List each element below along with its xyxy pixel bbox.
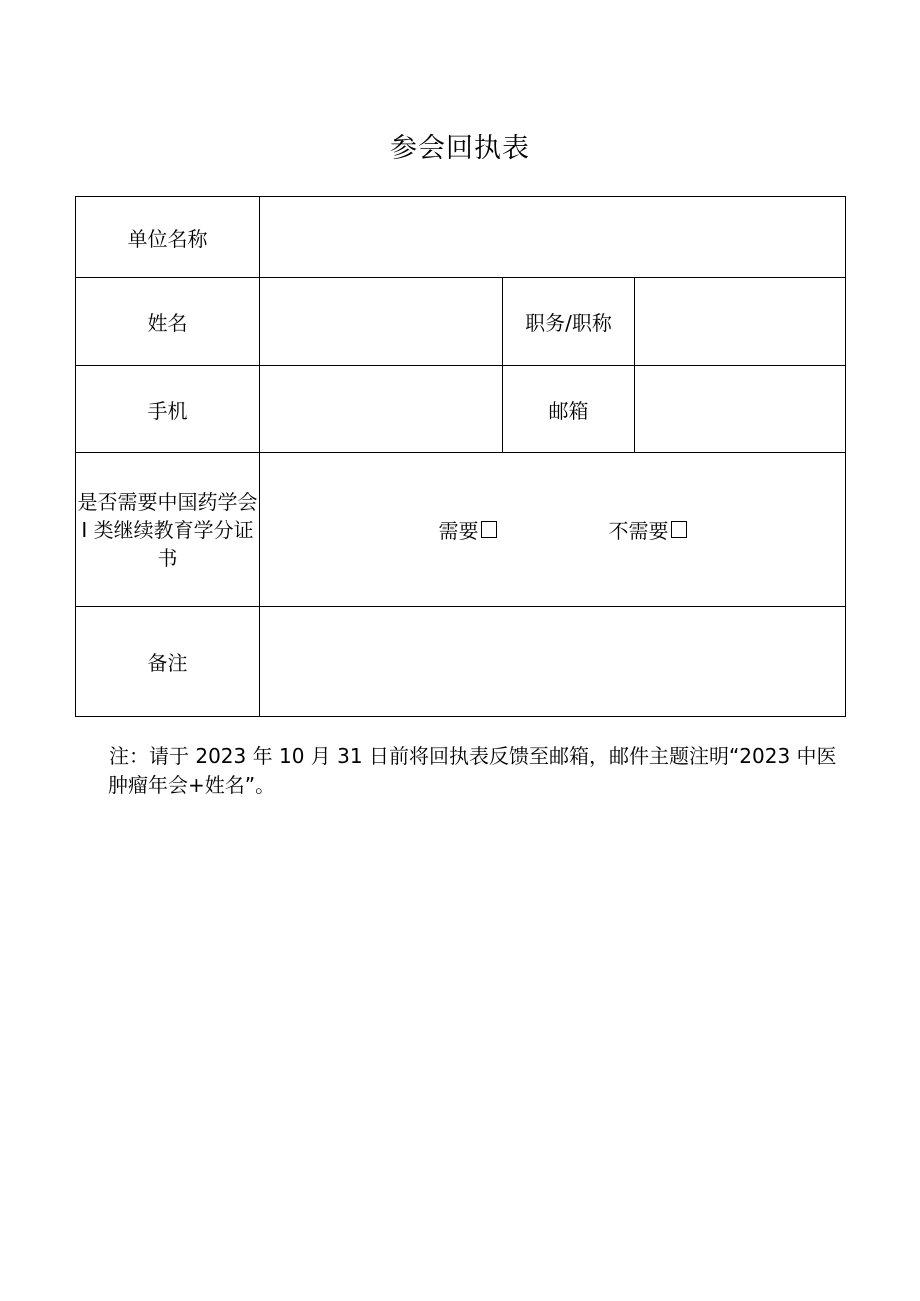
table-row-certificate <box>76 453 846 607</box>
remark-label: 备注 <box>76 607 260 717</box>
submission-note-line-2: 肿瘤年会+姓名”。 <box>108 773 276 797</box>
receipt-form-table <box>75 196 846 717</box>
position-title-field[interactable] <box>635 278 846 366</box>
position-title-label: 职务/职称 <box>503 278 635 366</box>
checkbox-yes[interactable] <box>481 521 497 538</box>
phone-field[interactable] <box>260 366 503 453</box>
certificate-options <box>260 515 845 544</box>
certificate-option-yes-label: 需要 <box>438 519 479 543</box>
table-row-remark <box>76 607 846 717</box>
checkbox-no[interactable] <box>671 521 687 538</box>
email-label: 邮箱 <box>503 366 635 453</box>
certificate-options-cell <box>260 453 846 607</box>
remark-field[interactable] <box>260 607 846 717</box>
certificate-option-yes[interactable] <box>439 515 497 544</box>
name-field[interactable] <box>260 278 503 366</box>
certificate-option-no-label: 不需要 <box>608 519 669 543</box>
table-row-contact <box>76 366 846 453</box>
page-title: 参会回执表 <box>390 133 530 164</box>
phone-label: 手机 <box>76 366 260 453</box>
table-row-unit <box>76 197 846 278</box>
name-label: 姓名 <box>76 278 260 366</box>
certificate-question-label: 是否需要中国药学会 I 类继续教育学分证书 <box>76 453 260 607</box>
submission-note <box>109 742 845 800</box>
unit-name-field[interactable] <box>260 197 846 278</box>
certificate-option-no[interactable] <box>609 515 687 544</box>
table-row-name <box>76 278 846 366</box>
unit-name-label: 单位名称 <box>76 197 260 278</box>
email-field[interactable] <box>635 366 846 453</box>
submission-note-line-1: 注：请于 2023 年 10 月 31 日前将回执表反馈至邮箱，邮件主题注明“2023 中医 <box>109 744 837 768</box>
